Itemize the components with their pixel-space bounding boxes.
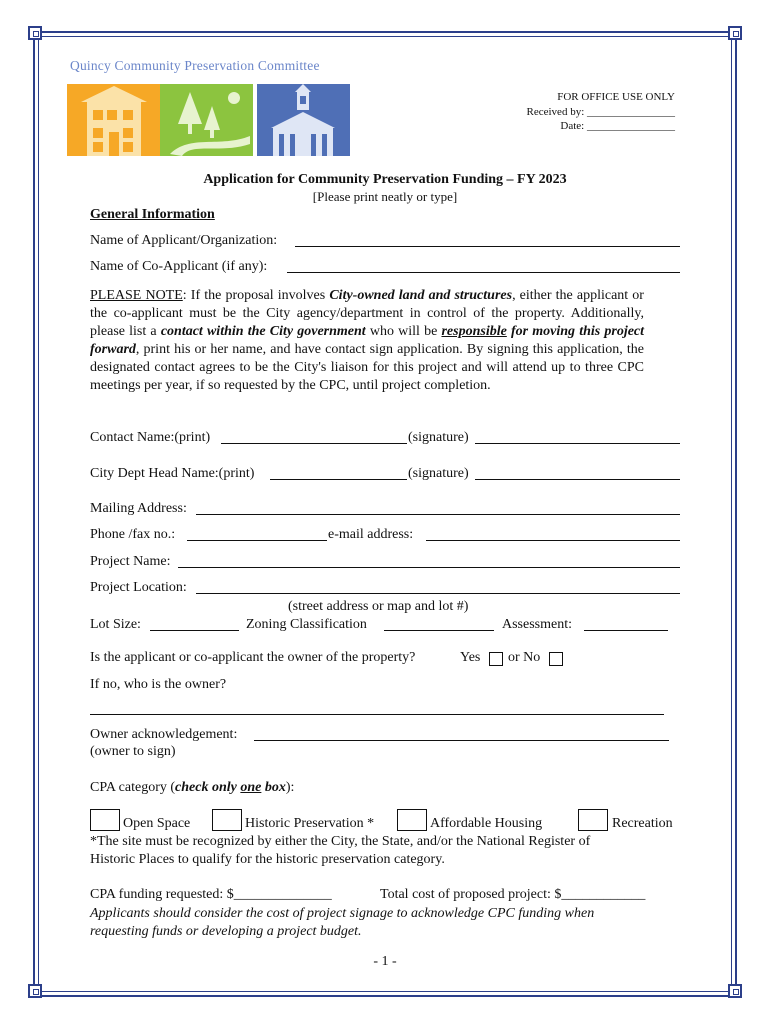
owner-ack-input-line[interactable] xyxy=(254,740,669,741)
co-applicant-label: Name of Co-Applicant (if any): xyxy=(90,259,268,274)
cpa-category-label xyxy=(90,780,294,796)
owner-question: If no, who is the owner? xyxy=(90,677,227,692)
assessment-input-line[interactable] xyxy=(584,630,668,631)
footnote-line-1: *The site must be recognized by either the City, the State, and/or the National Register of xyxy=(90,834,591,849)
dept-head-signature-line[interactable] xyxy=(475,479,680,480)
page-title: Application for Community Preservation Funding – FY 2023 xyxy=(203,172,567,187)
contact-name-label: Contact Name:(print) xyxy=(90,430,211,445)
please-note-paragraph xyxy=(90,287,644,395)
office-use-block xyxy=(470,90,675,134)
cpa-category-prefix: CPA category ( xyxy=(90,780,176,795)
lot-size-input-line[interactable] xyxy=(150,630,239,631)
corner-ornament-top-right xyxy=(728,26,742,40)
owner-ack-hint: (owner to sign) xyxy=(90,744,176,759)
note-bold-1: City-owned land and structures xyxy=(329,288,513,303)
phone-label: Phone /fax no.: xyxy=(90,527,176,542)
ownership-question: Is the applicant or co-applicant the owner of the property? xyxy=(90,650,416,665)
corner-ornament-bottom-right xyxy=(728,984,742,998)
assessment-label: Assessment: xyxy=(502,617,572,632)
date-field[interactable]: Date: ________________ xyxy=(560,120,675,132)
committee-name: Quincy Community Preservation Committee xyxy=(70,58,320,73)
or-no-label: or No xyxy=(508,650,541,665)
contact-signature-label: (signature) xyxy=(408,430,469,445)
page-subtitle: [Please print neatly or type] xyxy=(312,189,458,204)
note-bold-4: for moving this project forward xyxy=(90,324,645,357)
yes-label: Yes xyxy=(460,650,481,665)
dept-head-signature-label: (signature) xyxy=(408,466,469,481)
house-logo-icon xyxy=(67,84,160,156)
signage-note-line-1: Applicants should consider the cost of project signage to acknowledge CPC funding when xyxy=(90,906,595,921)
historic-preservation-checkbox[interactable] xyxy=(212,809,242,831)
location-hint: (street address or map and lot #) xyxy=(288,599,469,614)
please-note-label: PLEASE NOTE xyxy=(90,288,183,303)
applicant-label: Name of Applicant/Organization: xyxy=(90,233,278,248)
corner-ornament-bottom-left xyxy=(28,984,42,998)
project-name-input-line[interactable] xyxy=(178,567,680,568)
zoning-input-line[interactable] xyxy=(384,630,494,631)
recreation-checkbox[interactable] xyxy=(578,809,608,831)
note-bold-2: contact within the City government xyxy=(160,324,366,339)
no-checkbox[interactable] xyxy=(549,652,563,666)
mailing-address-input-line[interactable] xyxy=(196,514,680,515)
open-space-label: Open Space xyxy=(123,816,191,831)
note-text-3: who will be xyxy=(365,324,442,339)
note-text-1: : If the proposal involves xyxy=(182,288,330,303)
corner-ornament-top-left xyxy=(28,26,42,40)
applicant-input-line[interactable] xyxy=(295,246,680,247)
email-label: e-mail address: xyxy=(328,527,414,542)
page-number: - 1 - xyxy=(373,954,397,969)
project-location-input-line[interactable] xyxy=(196,593,680,594)
affordable-housing-label: Affordable Housing xyxy=(430,816,543,831)
cpa-category-one: one xyxy=(240,780,262,795)
phone-input-line[interactable] xyxy=(187,540,327,541)
trees-logo-icon xyxy=(160,84,253,156)
lot-size-label: Lot Size: xyxy=(90,617,141,632)
owner-ack-label: Owner acknowledgement: xyxy=(90,727,238,742)
note-text-4: , print his or her name, and have contact sign application. By signing this application, the designated contact agrees to be the City's liaison for this project and will attend up to three CPC meetings per year, if so requested by the CPC, until project completion. xyxy=(90,342,644,393)
dept-head-label: City Dept Head Name:(print) xyxy=(90,466,255,481)
contact-name-input-line[interactable] xyxy=(221,443,407,444)
recreation-label: Recreation xyxy=(612,816,673,831)
affordable-housing-checkbox[interactable] xyxy=(397,809,427,831)
project-name-label: Project Name: xyxy=(90,554,171,569)
zoning-label: Zoning Classification xyxy=(246,617,367,632)
received-by-field[interactable]: Received by: ________________ xyxy=(526,105,675,118)
footnote-line-2: Historic Places to qualify for the historic preservation category. xyxy=(90,852,445,867)
office-use-heading: FOR OFFICE USE ONLY xyxy=(557,91,675,103)
contact-signature-line[interactable] xyxy=(475,443,680,444)
open-space-checkbox[interactable] xyxy=(90,809,120,831)
dept-head-input-line[interactable] xyxy=(270,479,407,480)
general-info-heading: General Information xyxy=(90,207,215,222)
yes-checkbox[interactable] xyxy=(489,652,503,666)
cpa-category-bold-1: check only xyxy=(175,780,241,795)
note-text-2: , either the applicant or the co-applicant must be the City agency/department in control of the property. Additionally, please list a xyxy=(90,288,644,339)
cpa-category-suffix: ): xyxy=(285,780,295,795)
total-cost-field[interactable]: Total cost of proposed project: $____________ xyxy=(380,887,646,902)
signage-note-line-2: requesting funds or developing a project budget. xyxy=(90,924,362,939)
cpa-funding-field[interactable]: CPA funding requested: $______________ xyxy=(90,887,332,902)
mailing-address-label: Mailing Address: xyxy=(90,501,187,516)
historic-preservation-label: Historic Preservation * xyxy=(245,816,375,831)
cpa-category-bold-2: box xyxy=(261,780,286,795)
owner-name-input-line[interactable] xyxy=(90,714,664,715)
project-location-label: Project Location: xyxy=(90,580,187,595)
note-bold-responsible: responsible xyxy=(441,324,507,339)
building-logo-icon xyxy=(257,84,350,156)
email-input-line[interactable] xyxy=(426,540,680,541)
co-applicant-input-line[interactable] xyxy=(287,272,680,273)
